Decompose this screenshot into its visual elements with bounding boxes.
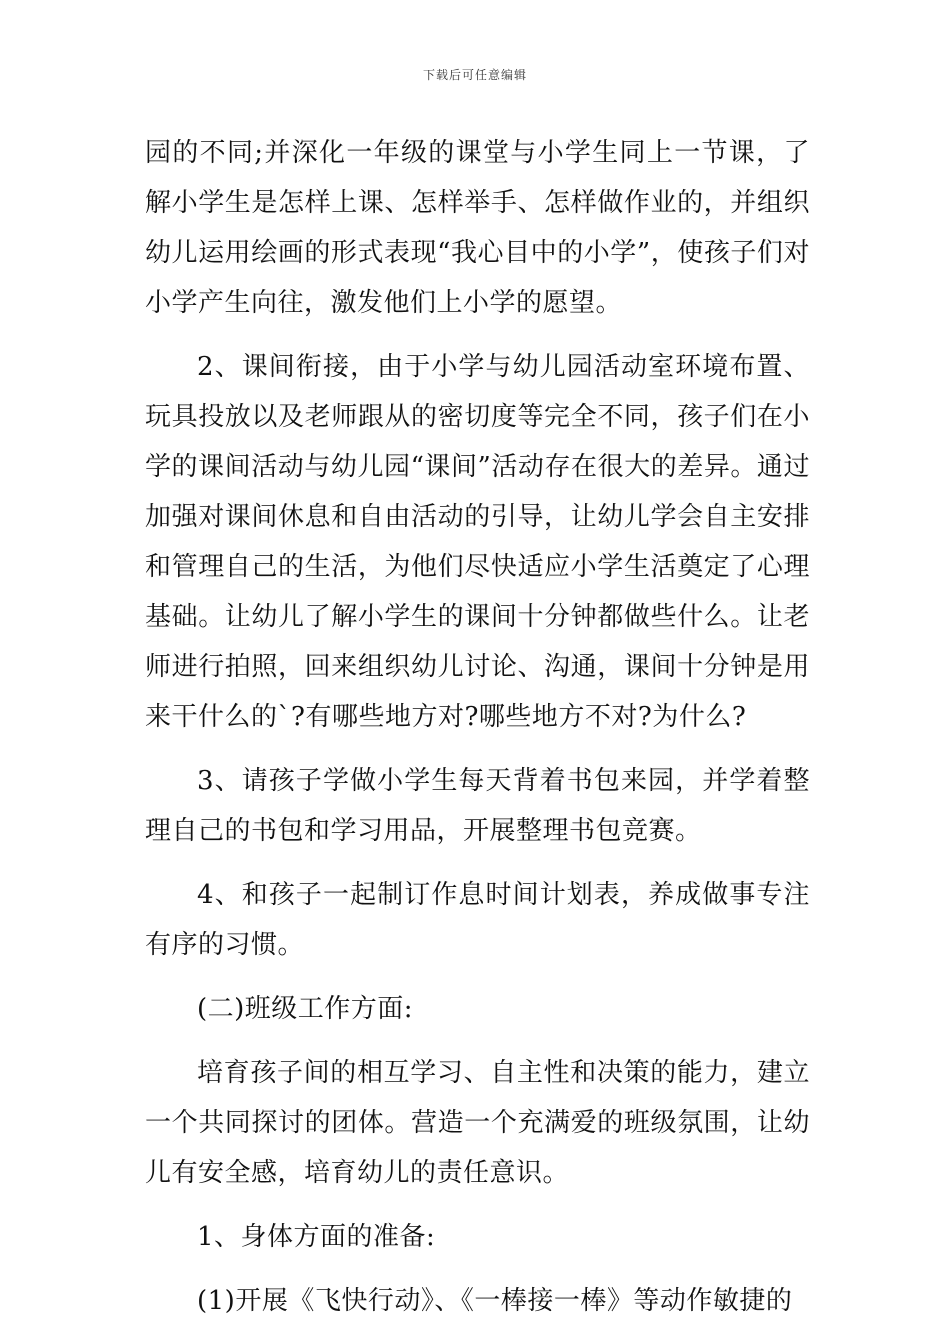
subheading-physical-preparation: 1、身体方面的准备:: [197, 1222, 436, 1252]
paragraph-continuation: 园的不同;并深化一年级的课堂与小学生同上一节课，了解小学生是怎样上课、怎样举手、怎样做作业的，并组织幼儿运用绘画的形式表现“我心目中的小学”，使孩子们对小学产生向往，激发他们上小学的愿望。: [145, 138, 810, 318]
list-item-activities: (1)开展《飞快行动》、《一棒接一棒》等动作敏捷的: [197, 1286, 793, 1316]
paragraph-class-atmosphere: 培育孩子间的相互学习、自主性和决策的能力，建立一个共同探讨的团体。营造一个充满爱的班级氛围，让幼儿有安全感，培育幼儿的责任意识。: [145, 1058, 810, 1188]
page-header: 下载后可任意编辑: [422, 68, 527, 82]
document-body: [145, 128, 810, 1340]
paragraph-class-break-transition: 2、课间衔接，由于小学与幼儿园活动室环境布置、玩具投放以及老师跟从的密切度等完全不同，孩子们在小学的课间活动与幼儿园“课间”活动存在很大的差异。通过加强对课间休息和自由活动的引导，让幼儿学会自主安排和管理自己的生活，为他们尽快适应小学生活奠定了心理基础。让幼儿了解小学生的课间十分钟都做些什么。让老师进行拍照，回来组织幼儿讨论、沟通，课间十分钟是用来干什么的`?有哪些地方对?哪些地方不对?为什么?: [145, 352, 810, 732]
section-heading-class-work: (二)班级工作方面:: [197, 994, 414, 1024]
paragraph-schoolbag: 3、请孩子学做小学生每天背着书包来园，并学着整理自己的书包和学习用品，开展整理书包竞赛。: [145, 766, 810, 846]
paragraph-schedule: 4、和孩子一起制订作息时间计划表，养成做事专注有序的习惯。: [145, 880, 810, 960]
